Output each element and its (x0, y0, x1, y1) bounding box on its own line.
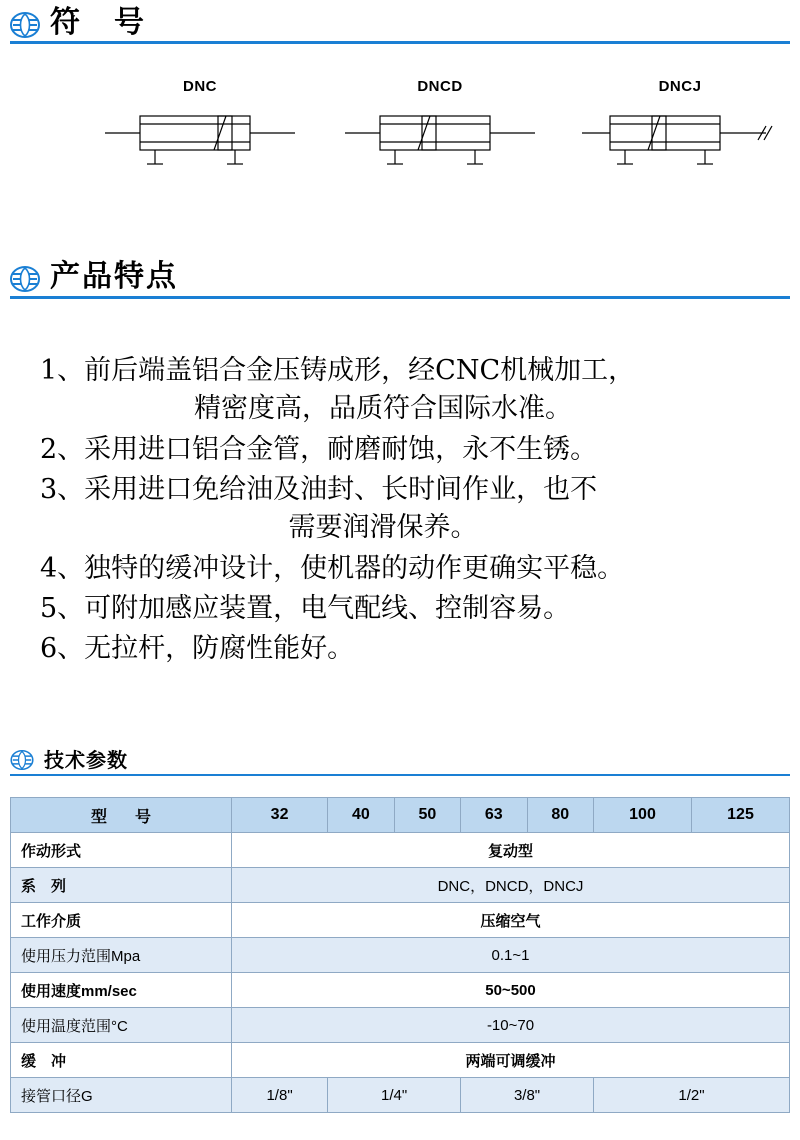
row-value: -10~70 (232, 1008, 790, 1043)
section-header-row (10, 259, 790, 294)
row-value: 1/4" (328, 1078, 461, 1113)
section-divider (10, 296, 790, 299)
feature-item (40, 630, 770, 668)
column-header-model: 型 号 (11, 798, 232, 833)
table-row (11, 1078, 790, 1113)
symbol-dncd-drawing (340, 98, 540, 168)
spec-table (10, 797, 790, 1113)
section-features-header (10, 259, 790, 299)
section-divider (10, 41, 790, 44)
row-label: 缓 冲 (11, 1043, 232, 1078)
table-row (11, 1008, 790, 1043)
section-header-row (10, 750, 790, 770)
column-header-125: 125 (691, 798, 789, 833)
row-value: 3/8" (461, 1078, 594, 1113)
column-header-100: 100 (594, 798, 692, 833)
column-header-40: 40 (328, 798, 394, 833)
row-value: 1/8" (232, 1078, 328, 1113)
symbol-dncd (340, 78, 540, 178)
row-value: 1/2" (594, 1078, 790, 1113)
section-params-title: 技术参数 (44, 748, 128, 772)
feature-item (40, 590, 770, 628)
symbol-dncj (580, 78, 780, 178)
row-label: 作动形式 (11, 833, 232, 868)
feature-text: 3、采用进口免给油及油封、长时间作业，也不 (40, 473, 598, 505)
row-label: 系 列 (11, 868, 232, 903)
feature-item (40, 550, 770, 588)
section-divider (10, 774, 790, 776)
row-value: 0.1~1 (232, 938, 790, 973)
table-header (11, 798, 790, 833)
table-body (11, 833, 790, 1113)
feature-text: 2、采用进口铝合金管，耐磨耐蚀，永不生锈。 (40, 433, 598, 465)
row-label: 使用温度范围°C (11, 1008, 232, 1043)
feature-text: 4、独特的缓冲设计，使机器的动作更确实平稳。 (40, 552, 625, 584)
table-row (11, 938, 790, 973)
row-value: 压缩空气 (232, 903, 790, 938)
row-value: 复动型 (232, 833, 790, 868)
column-header-50: 50 (394, 798, 460, 833)
feature-text-cont: 需要润滑保养。 (288, 512, 478, 544)
table-row (11, 833, 790, 868)
feature-item (40, 471, 770, 548)
book-icon (10, 266, 40, 292)
table-row (11, 903, 790, 938)
row-label: 使用速度mm/sec (11, 973, 232, 1008)
column-header-80: 80 (527, 798, 593, 833)
table-row (11, 973, 790, 1008)
symbol-label: DNCJ (658, 78, 702, 95)
column-header-32: 32 (232, 798, 328, 833)
table-header-row (11, 798, 790, 833)
feature-text: 5、可附加感应装置，电气配线、控制容易。 (40, 592, 571, 624)
table-row (11, 1043, 790, 1078)
row-label: 工作介质 (11, 903, 232, 938)
book-icon (10, 750, 34, 770)
row-value: DNC，DNCD，DNCJ (232, 868, 790, 903)
symbol-label: DNCD (417, 78, 463, 95)
feature-text: 6、无拉杆，防腐性能好。 (40, 633, 355, 665)
feature-text-cont: 精密度高，品质符合国际水准。 (194, 393, 572, 425)
section-params-header (10, 750, 790, 776)
row-label: 接管口径G (11, 1078, 232, 1113)
book-icon (10, 12, 40, 38)
column-header-63: 63 (461, 798, 527, 833)
section-symbol-header (10, 5, 790, 44)
row-value: 50~500 (232, 973, 790, 1008)
section-header-row (10, 5, 790, 40)
symbol-dnc-drawing (100, 98, 300, 168)
features-list (40, 352, 770, 671)
symbol-dnc (100, 78, 300, 178)
symbol-diagrams (100, 78, 780, 178)
table-row (11, 868, 790, 903)
feature-item (40, 431, 770, 469)
feature-text: 1、前后端盖铝合金压铸成形，经CNC机械加工， (40, 355, 636, 386)
row-label: 使用压力范围Mpa (11, 938, 232, 973)
row-value: 两端可调缓冲 (232, 1043, 790, 1078)
section-symbol-title: 符 号 (50, 5, 146, 40)
feature-item (40, 352, 770, 429)
section-features-title: 产品特点 (50, 259, 178, 294)
symbol-dncj-drawing (580, 98, 780, 168)
symbol-label: DNC (183, 78, 217, 95)
